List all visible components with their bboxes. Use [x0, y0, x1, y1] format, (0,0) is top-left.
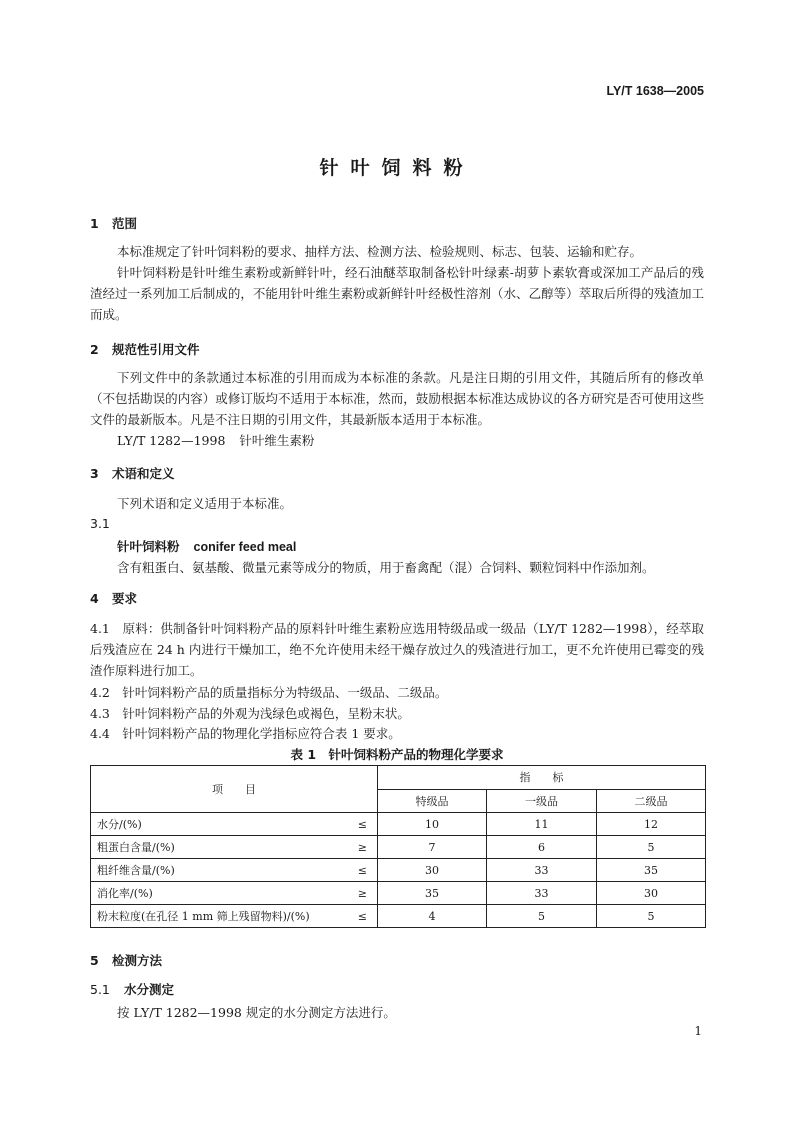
table-row	[91, 905, 706, 928]
moisture-method: 按 LY/T 1282—1998 规定的水分测定方法进行。	[117, 1005, 396, 1020]
clause-4-3: 4.3 针叶饲料粉产品的外观为浅绿色或褐色，呈粉末状。	[90, 706, 410, 721]
row-symbol: ≤	[344, 813, 378, 836]
section-title: 范围	[112, 216, 138, 231]
clause-4-1: 4.1 原料：供制备针叶饲料粉产品的原料针叶维生素粉应选用特级品或一级品（LY/T 1282—1998），经萃取后残渣应在 24 h 内进行干燥加工，绝不允许使用未经干燥存放过久的残渣进行加工，更不允许使用已霉变的残渣作原料进行加工。	[90, 621, 704, 678]
section-number: 3	[90, 466, 99, 481]
cell-value: 30	[597, 882, 706, 905]
standard-number: LY/T 1638—2005	[606, 84, 704, 98]
table-caption: 表 1 针叶饲料粉产品的物理化学要求	[290, 747, 504, 762]
document-title: 针叶饲料粉	[319, 157, 475, 179]
row-symbol: ≤	[344, 859, 378, 882]
reference-code: LY/T 1282—1998	[117, 433, 226, 448]
cell-value: 10	[378, 813, 487, 836]
cell-value: 11	[487, 813, 597, 836]
term-english: conifer feed meal	[193, 540, 297, 554]
cell-value: 33	[487, 882, 597, 905]
row-name: 粗纤维含量/(%)	[91, 859, 344, 882]
subclause-5-1-heading	[90, 980, 174, 998]
cell-value: 5	[597, 836, 706, 859]
term-chinese: 针叶饲料粉	[117, 539, 180, 554]
header-grade: 一级品	[487, 789, 597, 813]
section-number: 1	[90, 216, 99, 231]
requirements-table	[90, 765, 706, 928]
scope-paragraph-2: 针叶饲料粉是针叶维生素粉或新鲜针叶，经石油醚萃取制备松针叶绿素-胡萝卜素软膏或深加工产品后的残渣经过一系列加工后制成的，不能用针叶维生素粉或新鲜针叶经极性溶剂（水、乙醇等）萃取后所得的残渣加工而成。	[90, 265, 704, 322]
header-item: 项 目	[91, 766, 378, 813]
section-title: 检测方法	[112, 953, 163, 968]
section-title: 规范性引用文件	[112, 342, 200, 357]
header-grade: 特级品	[378, 789, 487, 813]
row-symbol: ≥	[344, 882, 378, 905]
section-1-heading	[90, 214, 137, 232]
section-2-heading	[90, 340, 200, 358]
cell-value: 33	[487, 859, 597, 882]
cell-value: 5	[487, 905, 597, 928]
page-number: 1	[694, 1024, 702, 1038]
subclause-3-1: 3.1	[90, 516, 110, 531]
cell-value: 5	[597, 905, 706, 928]
reference-name: 针叶维生素粉	[239, 433, 315, 448]
section-number: 2	[90, 342, 99, 357]
term-definition: 含有粗蛋白、氨基酸、微量元素等成分的物质，用于畜禽配（混）合饲料、颗粒饲料中作添加剂。	[117, 560, 655, 575]
row-name: 消化率/(%)	[91, 882, 344, 905]
reference-entry	[117, 431, 314, 449]
row-symbol: ≥	[344, 836, 378, 859]
header-index: 指 标	[378, 766, 706, 790]
term-entry	[117, 537, 296, 555]
cell-value: 30	[378, 859, 487, 882]
cell-value: 7	[378, 836, 487, 859]
cell-value: 12	[597, 813, 706, 836]
clause-4-2: 4.2 针叶饲料粉产品的质量指标分为特级品、一级品、二级品。	[90, 685, 448, 700]
section-number: 4	[90, 591, 99, 606]
section-number: 5	[90, 953, 99, 968]
table-row	[91, 859, 706, 882]
row-name: 粗蛋白含量/(%)	[91, 836, 344, 859]
cell-value: 35	[378, 882, 487, 905]
cell-value: 35	[597, 859, 706, 882]
table-row	[91, 813, 706, 836]
section-title: 要求	[112, 591, 138, 606]
terms-intro: 下列术语和定义适用于本标准。	[117, 496, 293, 511]
section-3-heading	[90, 464, 175, 482]
references-paragraph: 下列文件中的条款通过本标准的引用而成为本标准的条款。凡是注日期的引用文件，其随后所有的修改单（不包括勘误的内容）或修订版均不适用于本标准，然而，鼓励根据本标准达成协议的各方研究是否可使用这些文件的最新版本。凡是不注日期的引用文件，其最新版本适用于本标准。	[90, 370, 704, 427]
section-title: 术语和定义	[112, 466, 175, 481]
row-symbol: ≤	[344, 905, 378, 928]
cell-value: 6	[487, 836, 597, 859]
section-5-heading	[90, 951, 162, 969]
table-row	[91, 882, 706, 905]
table-row	[91, 836, 706, 859]
row-name: 粉末粒度(在孔径 1 mm 筛上残留物料)/(%)	[91, 905, 344, 928]
subclause-title: 水分测定	[124, 982, 175, 997]
scope-paragraph-1: 本标准规定了针叶饲料粉的要求、抽样方法、检测方法、检验规则、标志、包装、运输和贮存。	[117, 244, 643, 259]
row-name: 水分/(%)	[91, 813, 344, 836]
subclause-number: 5.1	[90, 982, 110, 997]
section-4-heading	[90, 589, 137, 607]
header-grade: 二级品	[597, 789, 706, 813]
clause-4-4: 4.4 针叶饲料粉产品的物理化学指标应符合表 1 要求。	[90, 726, 401, 741]
cell-value: 4	[378, 905, 487, 928]
